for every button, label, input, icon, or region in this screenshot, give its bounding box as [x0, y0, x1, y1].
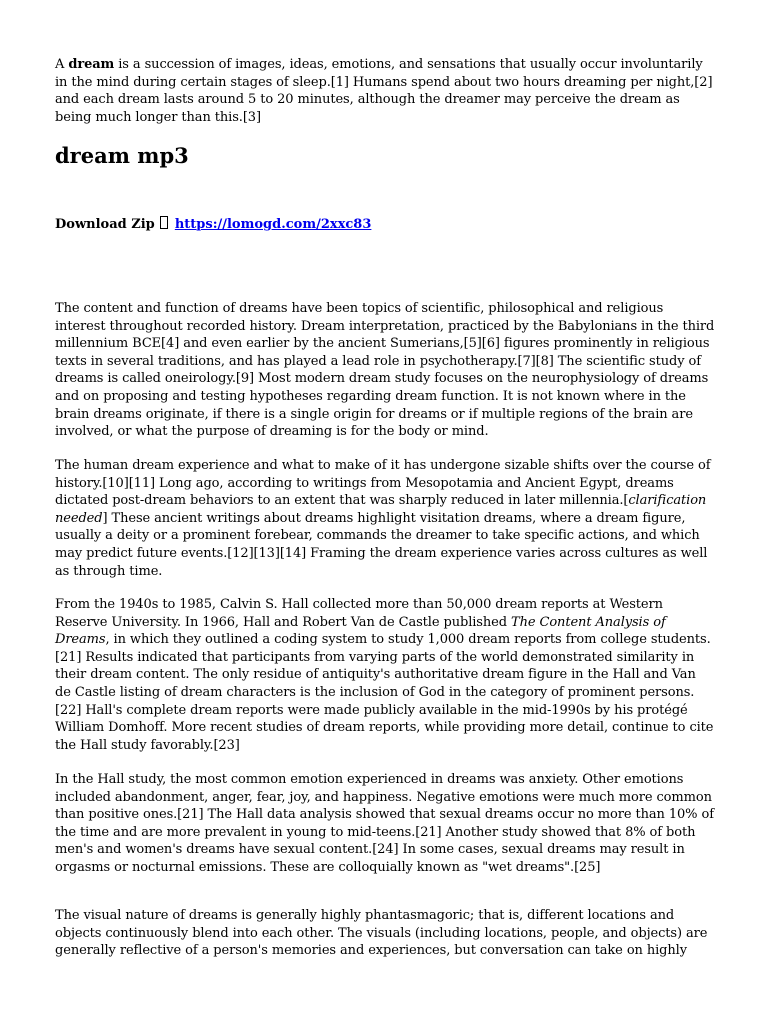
- paragraph-visual-nature: The visual nature of dreams is generally highly phantasmagoric; that is, different locations and objects continuously blend into each other. The visuals (including locations, people, and objects) are generally reflective of a person's memories and experiences, but conversation can take on highly: [55, 908, 708, 959]
- paragraph-history: [55, 457, 715, 580]
- intro-rest: is a succession of images, ideas, emotions, and sensations that usually occur involuntarily in the mind during certain stages of sleep.[1] Humans spend about two hours dreaming per night,[2] and each dream lasts around 5 to 20 minutes, although the dreamer may perceive the dream as being much longer than this.[3]: [55, 57, 713, 125]
- download-line: [55, 216, 371, 234]
- paragraph-hall-study: [55, 596, 715, 754]
- download-label: Download Zip: [55, 217, 155, 232]
- p3-book-title: The Content Analysis of Dreams: [55, 614, 666, 648]
- p3-text-b: , in which they outlined a coding system to study 1,000 dream reports from college students.[21] Results indicated that participants from varying parts of the world demonstrated similarity in their dream content. The only residue of antiquity's authoritative dream figure in the Hall and Van de Castle listing of dream characters is the inclusion of God in the category of prominent persons.[22] Hall's complete dream reports were made publicly available in the mid-1990s by his protégé William Domhoff. More recent studies of dream reports, while providing more detail, continue to cite the Hall study favorably.[23]: [55, 632, 714, 753]
- paragraph-content-function: The content and function of dreams have been topics of scientific, philosophical and religious interest throughout recorded history. Dream interpretation, practiced by the Babylonians in the third millennium BCE[4] and even earlier by the ancient Sumerians,[5][6] figures prominently in religious texts in several traditions, and has played a lead role in psychotherapy.[7][8] The scientific study of dreams is called oneirology.[9] Most modern dream study focuses on the neurophysiology of dreams and on proposing and testing hypotheses regarding dream function. It is not known where in the brain dreams originate, if there is a single origin for dreams or if multiple regions of the brain are involved, or what the purpose of dreaming is for the body or mind.: [55, 301, 715, 440]
- missing-glyph-icon: [160, 216, 168, 229]
- page-title: dream mp3: [55, 143, 189, 168]
- intro-paragraph: [55, 56, 715, 126]
- p2-text-b: ] These ancient writings about dreams highlight visitation dreams, where a dream figure, usually a deity or a prominent forebear, commands the dreamer to take specific actions, and which may predict future events.[12][13][14] Framing the dream experience varies across cultures as well as through time.: [55, 510, 708, 579]
- intro-prefix: A: [55, 57, 69, 72]
- download-link[interactable]: https://lomogd.com/2xxc83: [174, 217, 372, 232]
- p2-clarification-needed: clarification needed: [55, 493, 707, 526]
- p3-text-a: From the 1940s to 1985, Calvin S. Hall collected more than 50,000 dream reports at Western Reserve University. In 1966, Hall and Robert Van de Castle published: [55, 597, 663, 630]
- intro-bold-word: dream: [68, 57, 115, 72]
- p2-text-a: The human dream experience and what to make of it has undergone sizable shifts over the course of history.[10][11] Long ago, according to writings from Mesopotamia and Ancient Egypt, dreams dictated post-dream behaviors to an extent that was sharply reduced in later millennia.[: [55, 458, 711, 509]
- paragraph-emotions: In the Hall study, the most common emotion experienced in dreams was anxiety. Other emotions included abandonment, anger, fear, joy, and happiness. Negative emotions were much more common than positive ones.[21] The Hall data analysis showed that sexual dreams occur no more than 10% of the time and are more prevalent in young to mid-teens.[21] Another study showed that 8% of both men's and women's dreams have sexual content.[24] In some cases, sexual dreams may result in orgasms or nocturnal emissions. These are colloquially known as "wet dreams".[25]: [55, 772, 714, 875]
